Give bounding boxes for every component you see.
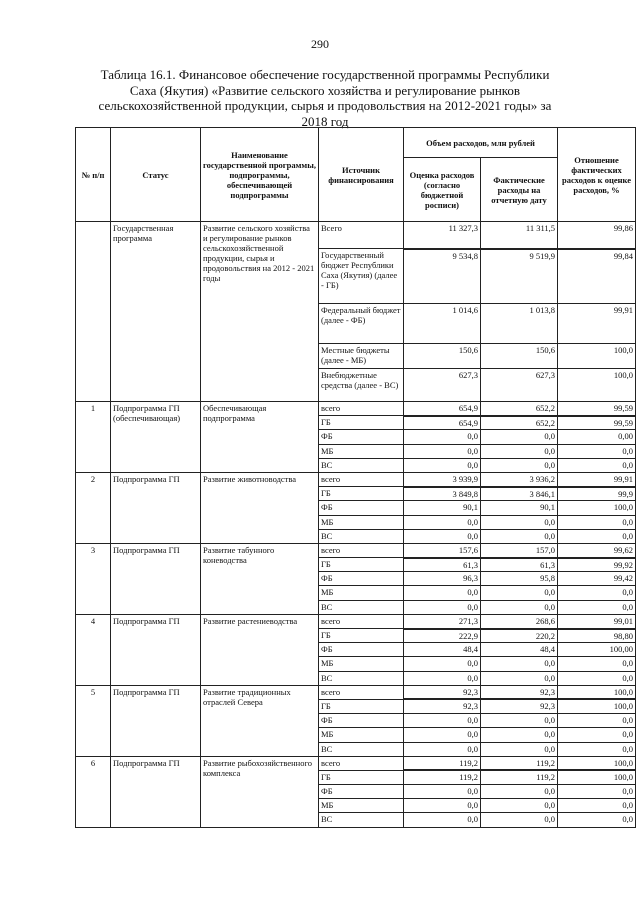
row-ratio: 100,0 xyxy=(558,501,636,515)
row-source: ВС xyxy=(319,813,404,827)
row-estimate: 654,9 xyxy=(404,402,481,416)
row-estimate: 0,0 xyxy=(404,671,481,685)
row-actual: 652,2 xyxy=(481,402,558,416)
row-ratio: 0,0 xyxy=(558,657,636,671)
row-source: ФБ xyxy=(319,714,404,728)
row-ratio: 100,0 xyxy=(558,344,636,369)
row-actual: 268,6 xyxy=(481,614,558,628)
row-estimate: 0,0 xyxy=(404,600,481,614)
row-source: ГБ xyxy=(319,558,404,572)
row-ratio: 98,80 xyxy=(558,629,636,643)
row-source: Федеральный бюджет (далее - ФБ) xyxy=(319,304,404,344)
table-row xyxy=(76,402,636,416)
header-num: № п/п xyxy=(76,128,111,222)
row-source: всего xyxy=(319,402,404,416)
row-num: 3 xyxy=(76,543,111,614)
row-source: Государственный бюджет Республики Саха (Якутия) (далее - ГБ) xyxy=(319,249,404,304)
row-actual: 90,1 xyxy=(481,501,558,515)
row-estimate: 627,3 xyxy=(404,369,481,402)
row-source: ГБ xyxy=(319,629,404,643)
row-source: Всего xyxy=(319,222,404,249)
row-ratio: 100,0 xyxy=(558,756,636,770)
row-source: всего xyxy=(319,685,404,699)
row-ratio: 0,0 xyxy=(558,799,636,813)
row-ratio: 100,0 xyxy=(558,699,636,713)
row-source: ВС xyxy=(319,529,404,543)
row-source: всего xyxy=(319,472,404,486)
row-actual: 119,2 xyxy=(481,770,558,784)
row-name: Развитие растениеводства xyxy=(201,614,319,685)
row-ratio: 0,0 xyxy=(558,529,636,543)
row-source: МБ xyxy=(319,657,404,671)
row-actual: 0,0 xyxy=(481,458,558,472)
row-name: Развитие табунного коневодства xyxy=(201,543,319,614)
row-ratio: 0,0 xyxy=(558,728,636,742)
row-actual: 48,4 xyxy=(481,643,558,657)
header-name: Наименование государственной программы, подпрограммы, обеспечивающей подпрограммы xyxy=(201,128,319,222)
row-source: МБ xyxy=(319,586,404,600)
row-source: всего xyxy=(319,543,404,557)
row-source: МБ xyxy=(319,728,404,742)
row-source: МБ xyxy=(319,444,404,458)
row-status: Подпрограмма ГП xyxy=(111,685,201,756)
row-name: Развитие традиционных отраслей Севера xyxy=(201,685,319,756)
row-actual: 92,3 xyxy=(481,699,558,713)
row-source: ВС xyxy=(319,600,404,614)
row-ratio: 0,0 xyxy=(558,458,636,472)
row-ratio: 0,0 xyxy=(558,586,636,600)
header-source: Источник финансирования xyxy=(319,128,404,222)
row-estimate: 119,2 xyxy=(404,770,481,784)
row-ratio: 99,42 xyxy=(558,572,636,586)
table-row xyxy=(76,685,636,699)
row-source: ФБ xyxy=(319,430,404,444)
row-ratio: 99,01 xyxy=(558,614,636,628)
row-estimate: 9 534,8 xyxy=(404,249,481,304)
row-source: ГБ xyxy=(319,699,404,713)
row-num: 2 xyxy=(76,472,111,543)
row-ratio: 99,92 xyxy=(558,558,636,572)
table-row xyxy=(76,756,636,770)
row-num xyxy=(76,222,111,402)
row-actual: 3 846,1 xyxy=(481,487,558,501)
table-row xyxy=(76,543,636,557)
finance-table xyxy=(75,127,636,828)
row-estimate: 0,0 xyxy=(404,586,481,600)
row-ratio: 99,84 xyxy=(558,249,636,304)
row-actual: 11 311,5 xyxy=(481,222,558,249)
row-estimate: 92,3 xyxy=(404,699,481,713)
row-actual: 0,0 xyxy=(481,799,558,813)
table-row xyxy=(76,614,636,628)
row-status: Государственная программа xyxy=(111,222,201,402)
row-source: всего xyxy=(319,614,404,628)
row-actual: 0,0 xyxy=(481,728,558,742)
row-estimate: 0,0 xyxy=(404,742,481,756)
row-ratio: 0,0 xyxy=(558,714,636,728)
row-actual: 0,0 xyxy=(481,742,558,756)
row-ratio: 99,91 xyxy=(558,304,636,344)
header-volume: Объем расходов, млн рублей xyxy=(404,128,558,158)
row-source: ВС xyxy=(319,671,404,685)
row-ratio: 100,00 xyxy=(558,643,636,657)
row-num: 6 xyxy=(76,756,111,827)
row-source: ГБ xyxy=(319,770,404,784)
row-status: Подпрограмма ГП xyxy=(111,756,201,827)
row-ratio: 0,0 xyxy=(558,785,636,799)
row-name: Обеспечивающая подпрограмма xyxy=(201,402,319,473)
row-estimate: 654,9 xyxy=(404,416,481,430)
row-estimate: 3 849,8 xyxy=(404,487,481,501)
row-estimate: 61,3 xyxy=(404,558,481,572)
row-ratio: 0,0 xyxy=(558,813,636,827)
row-estimate: 92,3 xyxy=(404,685,481,699)
row-estimate: 0,0 xyxy=(404,444,481,458)
row-ratio: 100,0 xyxy=(558,369,636,402)
row-estimate: 0,0 xyxy=(404,785,481,799)
row-source: ГБ xyxy=(319,487,404,501)
row-actual: 92,3 xyxy=(481,685,558,699)
row-actual: 9 519,9 xyxy=(481,249,558,304)
row-estimate: 90,1 xyxy=(404,501,481,515)
row-actual: 0,0 xyxy=(481,430,558,444)
row-source: ВС xyxy=(319,458,404,472)
row-estimate: 0,0 xyxy=(404,529,481,543)
row-actual: 0,0 xyxy=(481,657,558,671)
row-ratio: 0,0 xyxy=(558,515,636,529)
row-estimate: 0,0 xyxy=(404,657,481,671)
row-status: Подпрограмма ГП (обеспечивающая) xyxy=(111,402,201,473)
row-name: Развитие рыбохозяйственного комплекса xyxy=(201,756,319,827)
page-number: 290 xyxy=(311,37,329,51)
row-ratio: 0,0 xyxy=(558,671,636,685)
row-ratio: 99,91 xyxy=(558,472,636,486)
row-source: ВС xyxy=(319,742,404,756)
row-source: всего xyxy=(319,756,404,770)
row-ratio: 99,59 xyxy=(558,402,636,416)
row-estimate: 0,0 xyxy=(404,458,481,472)
row-estimate: 0,0 xyxy=(404,799,481,813)
row-actual: 0,0 xyxy=(481,529,558,543)
row-estimate: 119,2 xyxy=(404,756,481,770)
row-source: Местные бюджеты (далее - МБ) xyxy=(319,344,404,369)
row-ratio: 100,0 xyxy=(558,685,636,699)
row-ratio: 0,0 xyxy=(558,600,636,614)
row-estimate: 96,3 xyxy=(404,572,481,586)
row-actual: 0,0 xyxy=(481,444,558,458)
row-ratio: 0,0 xyxy=(558,444,636,458)
header-ratio: Отношение фактических расходов к оценке расходов, % xyxy=(558,128,636,222)
row-source: ФБ xyxy=(319,643,404,657)
row-actual: 220,2 xyxy=(481,629,558,643)
row-source: ФБ xyxy=(319,572,404,586)
table-row xyxy=(76,472,636,486)
row-status: Подпрограмма ГП xyxy=(111,543,201,614)
row-ratio: 0,0 xyxy=(558,742,636,756)
row-estimate: 0,0 xyxy=(404,515,481,529)
header-estimate: Оценка расходов (согласно бюджетной росписи) xyxy=(404,158,481,222)
row-estimate: 150,6 xyxy=(404,344,481,369)
row-status: Подпрограмма ГП xyxy=(111,472,201,543)
row-actual: 150,6 xyxy=(481,344,558,369)
row-actual: 0,0 xyxy=(481,785,558,799)
row-actual: 0,0 xyxy=(481,671,558,685)
row-estimate: 48,4 xyxy=(404,643,481,657)
row-actual: 95,8 xyxy=(481,572,558,586)
row-actual: 3 936,2 xyxy=(481,472,558,486)
row-num: 1 xyxy=(76,402,111,473)
row-estimate: 0,0 xyxy=(404,813,481,827)
row-estimate: 3 939,9 xyxy=(404,472,481,486)
row-estimate: 1 014,6 xyxy=(404,304,481,344)
row-ratio: 99,62 xyxy=(558,543,636,557)
row-actual: 1 013,8 xyxy=(481,304,558,344)
table-header xyxy=(76,128,636,222)
row-estimate: 271,3 xyxy=(404,614,481,628)
row-actual: 61,3 xyxy=(481,558,558,572)
row-actual: 652,2 xyxy=(481,416,558,430)
row-source: МБ xyxy=(319,515,404,529)
row-actual: 0,0 xyxy=(481,586,558,600)
row-estimate: 157,6 xyxy=(404,543,481,557)
header-actual: Фактические расходы на отчетную дату xyxy=(481,158,558,222)
row-source: ГБ xyxy=(319,416,404,430)
row-status: Подпрограмма ГП xyxy=(111,614,201,685)
row-estimate: 0,0 xyxy=(404,714,481,728)
row-num: 5 xyxy=(76,685,111,756)
table-row xyxy=(76,222,636,249)
row-actual: 0,0 xyxy=(481,813,558,827)
row-actual: 0,0 xyxy=(481,714,558,728)
table-title: Таблица 16.1. Финансовое обеспечение государственной программы Республики Саха (Якутия) «Развитие сельского хозяйства и регулирование рынков сельскохозяйственной продукции, сырья и продовольствия на 2012-2021 годы» за 2018 год xyxy=(98,67,552,129)
row-actual: 0,0 xyxy=(481,600,558,614)
row-actual: 119,2 xyxy=(481,756,558,770)
row-actual: 627,3 xyxy=(481,369,558,402)
row-source: ФБ xyxy=(319,501,404,515)
row-estimate: 222,9 xyxy=(404,629,481,643)
row-ratio: 100,0 xyxy=(558,770,636,784)
table-body xyxy=(76,222,636,828)
row-actual: 0,0 xyxy=(481,515,558,529)
row-name: Развитие животноводства xyxy=(201,472,319,543)
row-ratio: 99,9 xyxy=(558,487,636,501)
row-source: ФБ xyxy=(319,785,404,799)
header-status: Статус xyxy=(111,128,201,222)
row-ratio: 99,59 xyxy=(558,416,636,430)
row-ratio: 99,86 xyxy=(558,222,636,249)
row-ratio: 0,00 xyxy=(558,430,636,444)
row-actual: 157,0 xyxy=(481,543,558,557)
row-estimate: 0,0 xyxy=(404,728,481,742)
row-source: МБ xyxy=(319,799,404,813)
row-source: Внебюджетные средства (далее - ВС) xyxy=(319,369,404,402)
row-num: 4 xyxy=(76,614,111,685)
row-estimate: 0,0 xyxy=(404,430,481,444)
row-name: Развитие сельского хозяйства и регулирование рынков сельскохозяйственной продукции, сырья и продовольствия на 2012 - 2021 годы xyxy=(201,222,319,402)
row-estimate: 11 327,3 xyxy=(404,222,481,249)
